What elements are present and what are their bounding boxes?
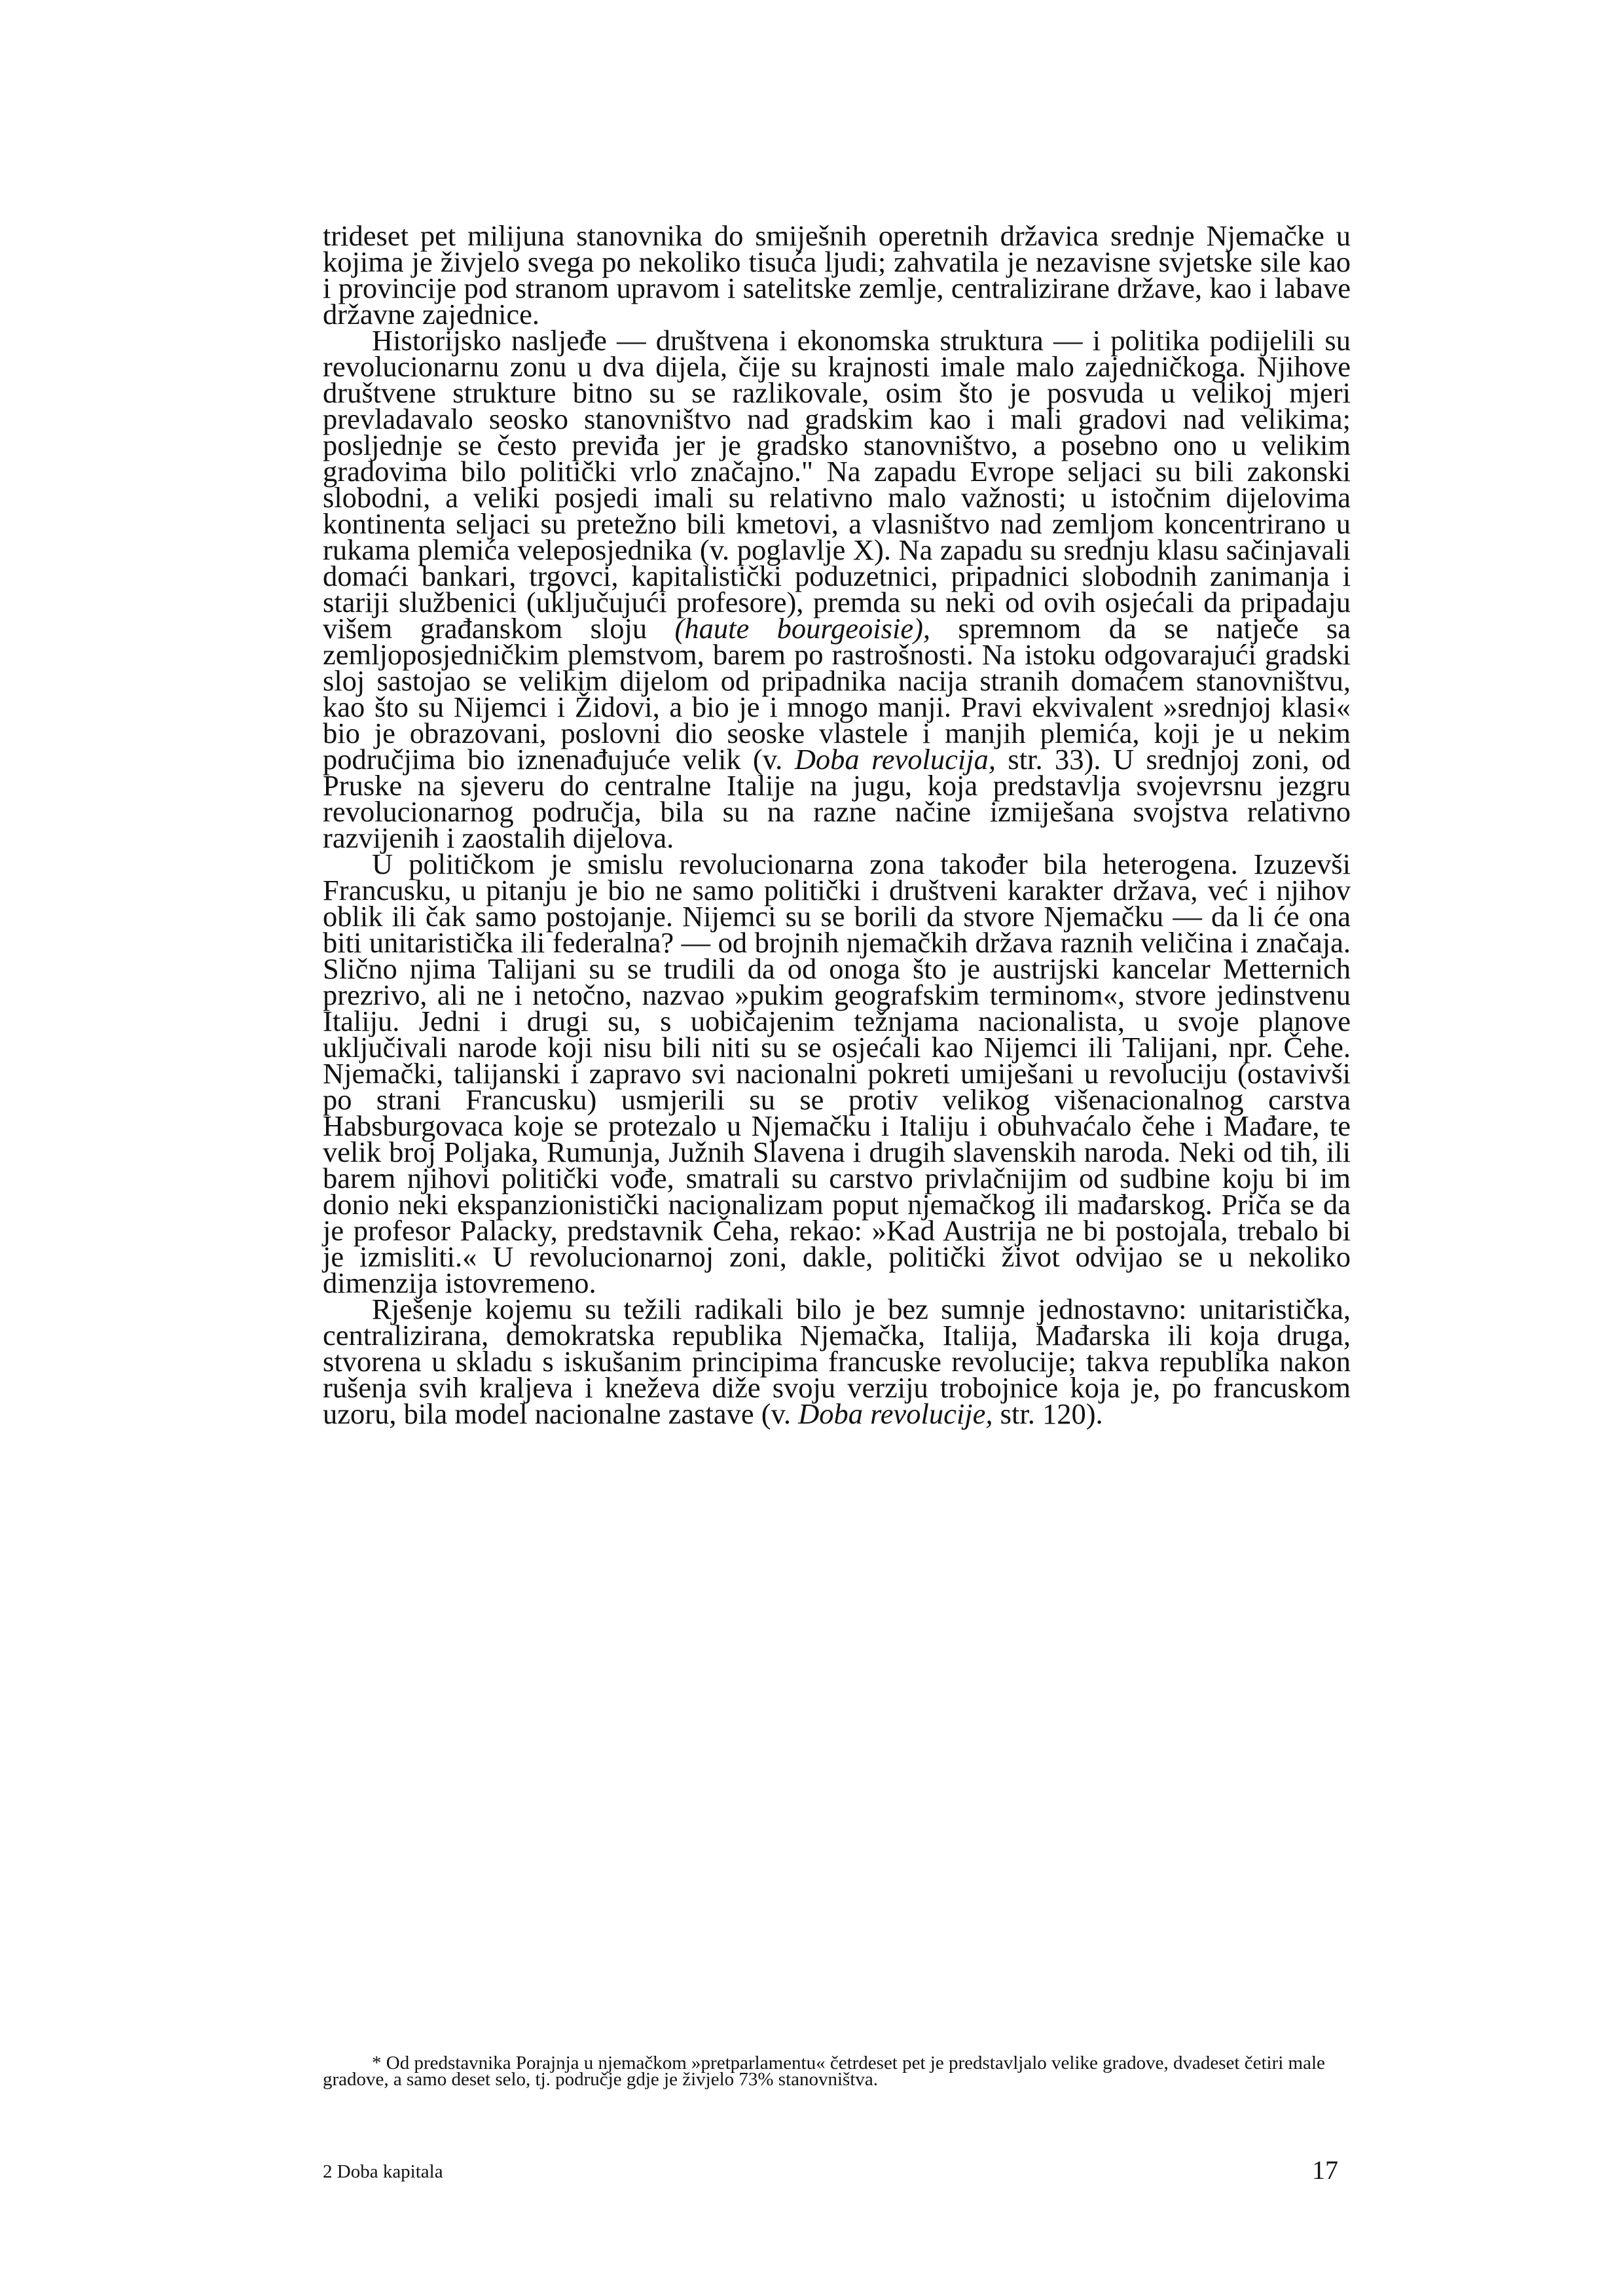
body-text [323,219,1351,1430]
italic-text-run: (haute bourgeoisie), [674,612,931,645]
text-run: Rješenje kojemu su težili radikali bilo je bez sumnje jednostavno: unitaristička, centralizirana, demokratska republika Njemačka, Italija, Mađarska ili koja druga, stvorena u skladu s iskušanim principima francuske revolucije; takva republika nakon rušenja svih kraljeva i kneževa diže svoju verziju trobojnice koja je, po francuskom uzoru, bila model nacionalne zastave (v. [323,1293,1351,1430]
text-run: U političkom je smislu revolucionarna zona također bila heterogena. Izuzevši Francusku, u pitanju je bio ne samo politički i društveni karakter država, već i njihov oblik ili čak samo postojanje. Nijemci su se borili da stvore Njemačku — da li će ona biti unitaristička ili federalna? — od brojnih njemačkih država raznih veličina i značaja. Slično njima Talijani su se trudili da od onoga što je austrijski kancelar Metternich prezrivo, ali ne i netočno, nazvao »pukim geografskim terminom«, stvore jedinstvenu Italiju. Jedni i drugi su, s uobičajenim težnjama nacionalista, u svoje planove uključivali narode koji nisu bili niti su se osjećali kao Nijemci ili Talijani, npr. Čehe. Njemački, talijanski i zapravo svi nacionalni pokreti umiješani u revoluciju (ostavivši po strani Francusku) usmjerili su se protiv velikog višenacionalnog carstva Habsburgovaca koje se protezalo u Njemačku i Italiju i obuhvaćalo čehe i Mađare, te velik broj Poljaka, Rumunja, Južnih Slavena i drugih slavenskih naroda. Neki od tih, ili barem njihovi politički vođe, smatrali su carstvo privlačnijim od sudbine koju bi im donio neki ekspanzionistički nacionalizam poput njemačkog ili mađarskog. Priča se da je profesor Palacky, predstavnik Čeha, rekao: »Kad Austrija ne bi postojala, trebalo bi je izmisliti.« U revolucionarnoj zoni, dakle, politički život odvijao se u nekoliko dimenzija istovremeno. [323,848,1351,1299]
body-paragraph [323,324,1351,854]
italic-text-run: Doba revolucije, [798,1397,993,1430]
running-footer: 2 Doba kapitala [323,2161,443,2182]
text-run: str. 120). [993,1397,1103,1430]
text-run: spremnom da se natječe sa zemljoposjedničkim plemstvom, barem po rastrošnosti. Na istoku odgovarajući gradski sloj sastojao se velikim dijelom od pripadnika nacija stranih domaćem stanovništvu, kao što su Nijemci i Židovi, a bio je i mnogo manji. Pravi ekvivalent »srednjoj klasi« bio je obrazovani, poslovni dio seoske vlastele i manjih plemića, koji je u nekim područjima bio iznenađujuće velik (v. [323,612,1351,776]
page-number: 17 [1312,2155,1338,2185]
italic-text-run: Doba revolucija, [794,743,996,776]
text-run: str. 33). U srednjoj zoni, od Pruske na sjeveru do centralne Italije na jugu, koja predstavlja svojevrsnu jezgru revolucionarnog područja, bila su na razne načine izmiješana svojstva relativno razvijenih i zaostalih dijelova. [323,743,1351,854]
body-paragraph [323,1293,1351,1430]
footnote-text: * Od predstavnika Porajnja u njemačkom »pretparlamentu« četrdeset pet je predstavljalo velike gradove, dvadeset četiri male gradove, a samo deset selo, tj. područje gdje je živjelo 73% stanovništva. [323,2053,1325,2090]
body-paragraph [323,848,1351,1299]
body-paragraph [323,219,1351,331]
footnote [323,2055,1351,2088]
text-run: Historijsko nasljeđe — društvena i ekonomska struktura — i politika podijelili su revolucionarnu zonu u dva dijela, čije su krajnosti imale malo zajedničkoga. Njihove društvene strukture bitno su se razlikovale, osim što je posvuda u velikoj mjeri prevladavalo seosko stanovništvo nad gradskim kao i mali gradovi nad velikima; posljednje se često previđa jer je gradsko stanovništvo, a posebno ono u velikim gradovima bilo politički vrlo značajno." Na zapadu Evrope seljaci su bili zakonski slobodni, a veliki posjedi imali su relativno malo važnosti; u istočnim dijelovima kontinenta seljaci su pretežno bili kmetovi, a vlasništvo nad zemljom koncentrirano u rukama plemića veleposjednika (v. poglavlje X). Na zapadu su srednju klasu sačinjavali domaći bankari, trgovci, kapitalistički poduzetnici, pripadnici slobodnih zanimanja i stariji službenici (uključujući profesore), premda su neki od ovih osjećali da pripadaju višem građanskom sloju [323,324,1351,645]
text-run: trideset pet milijuna stanovnika do smiješnih operetnih državica srednje Njemačke u kojima je živjelo svega po nekoliko tisuća ljudi; zahvatila je nezavisne svjetske sile kao i provincije pod stranom upravom i satelitske zemlje, centralizirane države, kao i labave državne zajednice. [323,219,1351,331]
